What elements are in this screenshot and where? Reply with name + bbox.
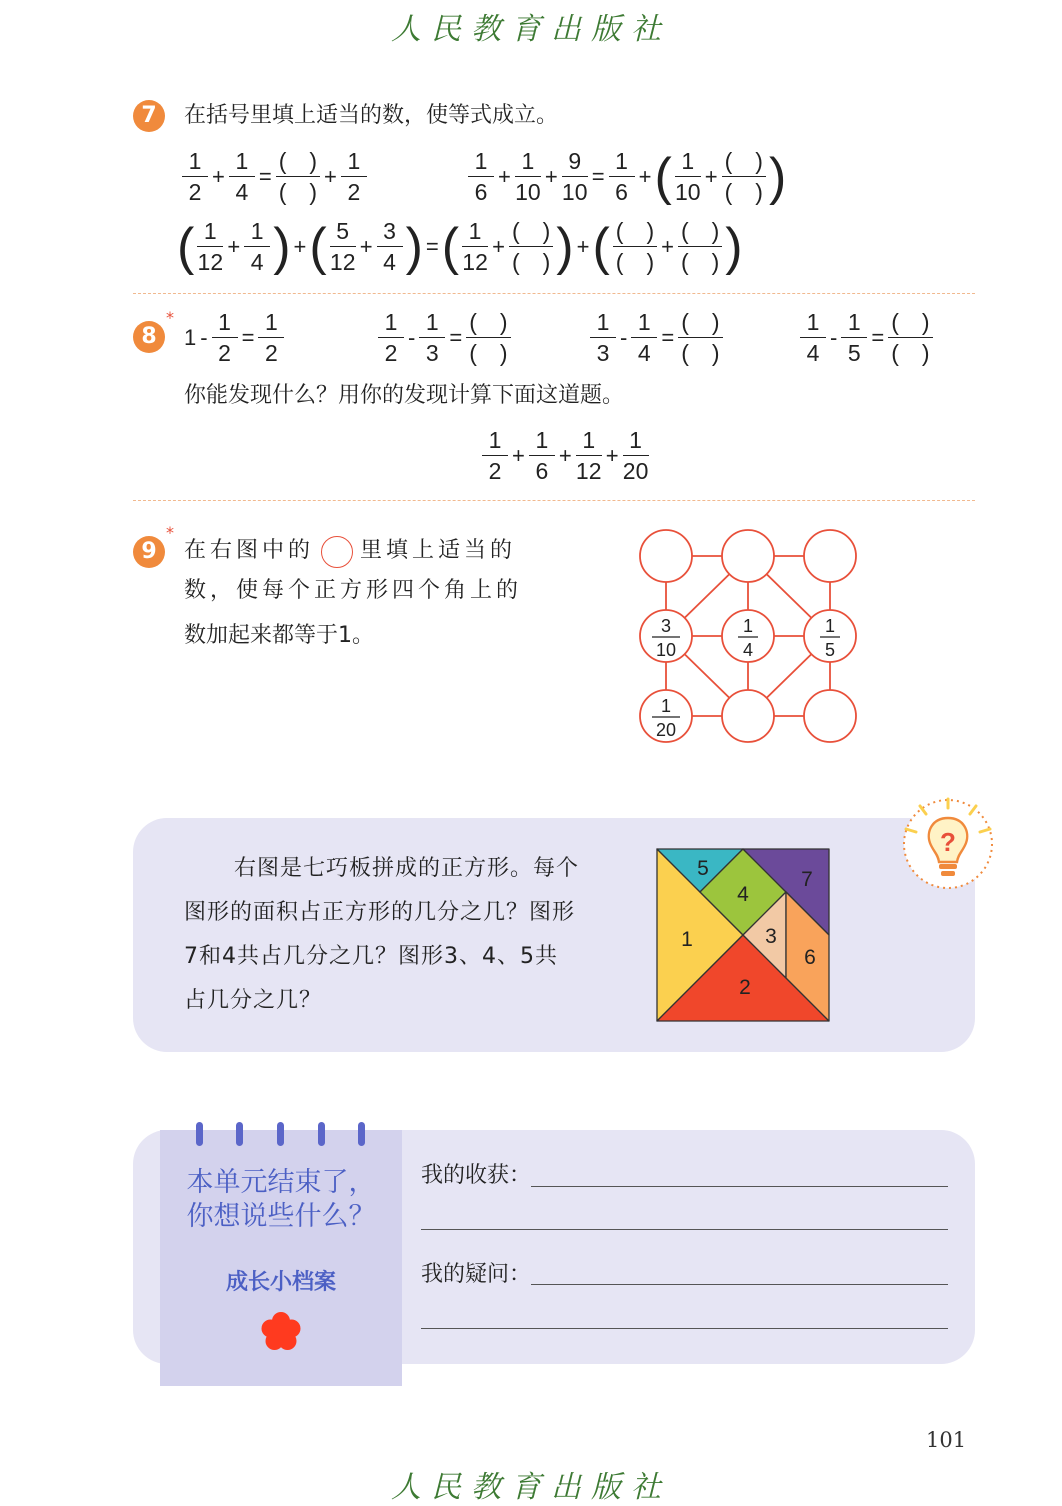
fraction: $\frac{1}{4}$ <box>800 307 826 368</box>
q8-equation-4: $\frac{1}{4}$ - $\frac{1}{5}$ = $\frac{( )}{( )}$ <box>798 307 935 368</box>
fraction: $\frac{1}{12}$ <box>197 218 224 275</box>
q9-line-2: 数，使每个正方形四个角上的 <box>184 578 523 603</box>
header-publisher: 人民教育出版社 <box>391 12 671 47</box>
circle-value: 10 <box>655 640 677 660</box>
fraction: $\frac{1}{6}$ <box>529 425 555 486</box>
grid-circle <box>722 690 774 742</box>
tangram-text-line-4: 占几分之几？ <box>184 988 323 1013</box>
q9-line-3: 数加起来都等于1。 <box>184 623 374 648</box>
lightbulb-question-icon <box>898 796 1002 896</box>
tangram-panel <box>133 818 975 1052</box>
ring-icon <box>236 1122 243 1146</box>
fraction: $\frac{1}{4}$ <box>244 216 270 277</box>
fraction: $\frac{1}{2}$ <box>341 146 367 207</box>
svg-text:?: ? <box>940 827 956 857</box>
tangram-text-line-1: 右图是七巧板拼成的正方形。每个 <box>234 856 580 881</box>
tangram-label: 7 <box>801 868 813 891</box>
ring-icon <box>318 1122 325 1146</box>
fraction: $\frac{5}{12}$ <box>329 218 356 275</box>
circle-value: 4 <box>742 640 754 660</box>
q8-sum-expression: $\frac{1}{2}$ + $\frac{1}{6}$ + $\frac{1}{12}$ + $\frac{1}{20}$ <box>480 425 651 486</box>
fraction: $\frac{1}{10}$ <box>515 148 541 205</box>
tangram-text-line-2: 图形的面积占正方形的几分之几？图形 <box>184 900 576 925</box>
fraction: $\frac{1}{2}$ <box>482 425 508 486</box>
question-number-8: 8 <box>133 321 165 353</box>
tangram-label: 5 <box>697 857 709 880</box>
fraction: $\frac{1}{12}$ <box>462 218 488 275</box>
grid-circle <box>804 530 856 582</box>
q7-prompt: 在括号里填上适当的数，使等式成立。 <box>184 103 559 128</box>
grid-circle <box>640 530 692 582</box>
tangram-label: 1 <box>681 928 693 951</box>
circle-grid-diagram <box>630 520 870 760</box>
ring-icon <box>196 1122 203 1146</box>
fraction: $\frac{1}{2}$ <box>258 307 284 368</box>
gain-answer-line[interactable] <box>421 1229 948 1230</box>
blank-fraction[interactable]: $\frac{( )}{( )}$ <box>888 307 932 368</box>
q9-line-1a: 在右图中的 <box>184 538 315 563</box>
circle-value: 1 <box>824 616 836 636</box>
grid-circle <box>804 690 856 742</box>
q7-equation-1: $\frac{1}{2}$ + $\frac{1}{4}$ = $\frac{( )}{( )}$ + $\frac{1}{2}$ <box>180 146 369 207</box>
tangram-label: 3 <box>765 925 777 948</box>
question-answer-line[interactable] <box>421 1328 948 1329</box>
circle-value: 1 <box>660 696 672 716</box>
fraction: $\frac{1}{10}$ <box>674 148 701 205</box>
my-gains-label: 我的收获： <box>421 1163 532 1188</box>
q8-equation-1: 1 - $\frac{1}{2}$ = $\frac{1}{2}$ <box>182 307 286 368</box>
q7-equation-3: ( $\frac{1}{12}$ + $\frac{1}{4}$ ) +( $\frac{5}{12}$ + $\frac{3}{4}$ ) =( $\frac{1}{12}$ + $\frac{( )}{( )}$ ) +( $\frac{( )}{( )}$ + $\frac{( )}{( )}$ ) <box>177 217 743 276</box>
q8-prompt: 你能发现什么？用你的发现计算下面这道题。 <box>184 383 625 408</box>
fraction: $\frac{1}{4}$ <box>631 307 657 368</box>
blank-fraction[interactable]: $\frac{( )}{( )}$ <box>613 216 657 277</box>
gain-answer-line[interactable] <box>531 1186 948 1187</box>
blank-fraction[interactable]: $\frac{( )}{( )}$ <box>276 146 320 207</box>
ring-icon <box>358 1122 365 1146</box>
fraction: $\frac{3}{4}$ <box>377 216 403 277</box>
q8-equation-3: $\frac{1}{3}$ - $\frac{1}{4}$ = $\frac{( )}{( )}$ <box>588 307 725 368</box>
tangram-label: 6 <box>804 946 816 969</box>
tangram-label: 2 <box>739 976 751 999</box>
fraction: $\frac{1}{5}$ <box>841 307 867 368</box>
fraction: $\frac{1}{6}$ <box>609 146 635 207</box>
fraction: $\frac{1}{20}$ <box>622 427 649 484</box>
footer-publisher: 人民教育出版社 <box>391 1470 671 1505</box>
q9-line-1b: 里填上适当的 <box>360 538 517 563</box>
fraction: $\frac{1}{4}$ <box>229 146 255 207</box>
fraction: $\frac{1}{2}$ <box>182 146 208 207</box>
fraction: $\frac{1}{12}$ <box>575 427 602 484</box>
review-title: 本单元结束了， 你想说些什么？ <box>186 1167 376 1232</box>
divider <box>133 500 975 501</box>
challenge-star-icon: * <box>166 308 174 327</box>
fraction: $\frac{9}{10}$ <box>561 148 588 205</box>
q7-equation-2: $\frac{1}{6}$ + $\frac{1}{10}$ + $\frac{9}{10}$ = $\frac{1}{6}$ +( $\frac{1}{10}$ + $\frac{( )}{( )}$ ) <box>466 146 787 207</box>
tangram-text-line-3: 7和4共占几分之几？图形3、4、5共 <box>184 944 558 969</box>
blank-fraction[interactable]: $\frac{( )}{( )}$ <box>722 146 766 207</box>
my-questions-label: 我的疑问： <box>421 1262 532 1287</box>
fraction: $\frac{1}{3}$ <box>590 307 616 368</box>
ring-icon <box>277 1122 284 1146</box>
divider <box>133 293 975 294</box>
page-number: 101 <box>926 1428 967 1452</box>
circle-value: 3 <box>660 616 672 636</box>
q8-equation-2: $\frac{1}{2}$ - $\frac{1}{3}$ = $\frac{( )}{( )}$ <box>376 307 513 368</box>
review-subtitle: 成长小档案 <box>225 1270 336 1295</box>
question-number-7: 7 <box>133 100 165 132</box>
blank-fraction[interactable]: $\frac{( )}{( )}$ <box>466 307 510 368</box>
blank-fraction[interactable]: $\frac{( )}{( )}$ <box>509 216 553 277</box>
notepad-rings <box>196 1122 368 1146</box>
fraction: $\frac{1}{2}$ <box>212 307 238 368</box>
question-number-9: 9 <box>133 536 165 568</box>
circle-value: 1 <box>742 616 754 636</box>
fraction: $\frac{1}{2}$ <box>378 307 404 368</box>
flower-icon <box>259 1310 303 1354</box>
fraction: $\frac{1}{6}$ <box>468 146 494 207</box>
blank-fraction[interactable]: $\frac{( )}{( )}$ <box>678 216 722 277</box>
grid-circle <box>722 530 774 582</box>
circle-value: 20 <box>655 720 677 740</box>
tangram-label: 4 <box>737 883 749 906</box>
blank-fraction[interactable]: $\frac{( )}{( )}$ <box>678 307 722 368</box>
circle-blank-icon <box>321 536 353 568</box>
circle-value: 5 <box>824 640 836 660</box>
challenge-star-icon: * <box>166 523 174 542</box>
tangram-figure <box>656 848 832 1024</box>
fraction: $\frac{1}{3}$ <box>419 307 445 368</box>
question-answer-line[interactable] <box>531 1284 948 1285</box>
